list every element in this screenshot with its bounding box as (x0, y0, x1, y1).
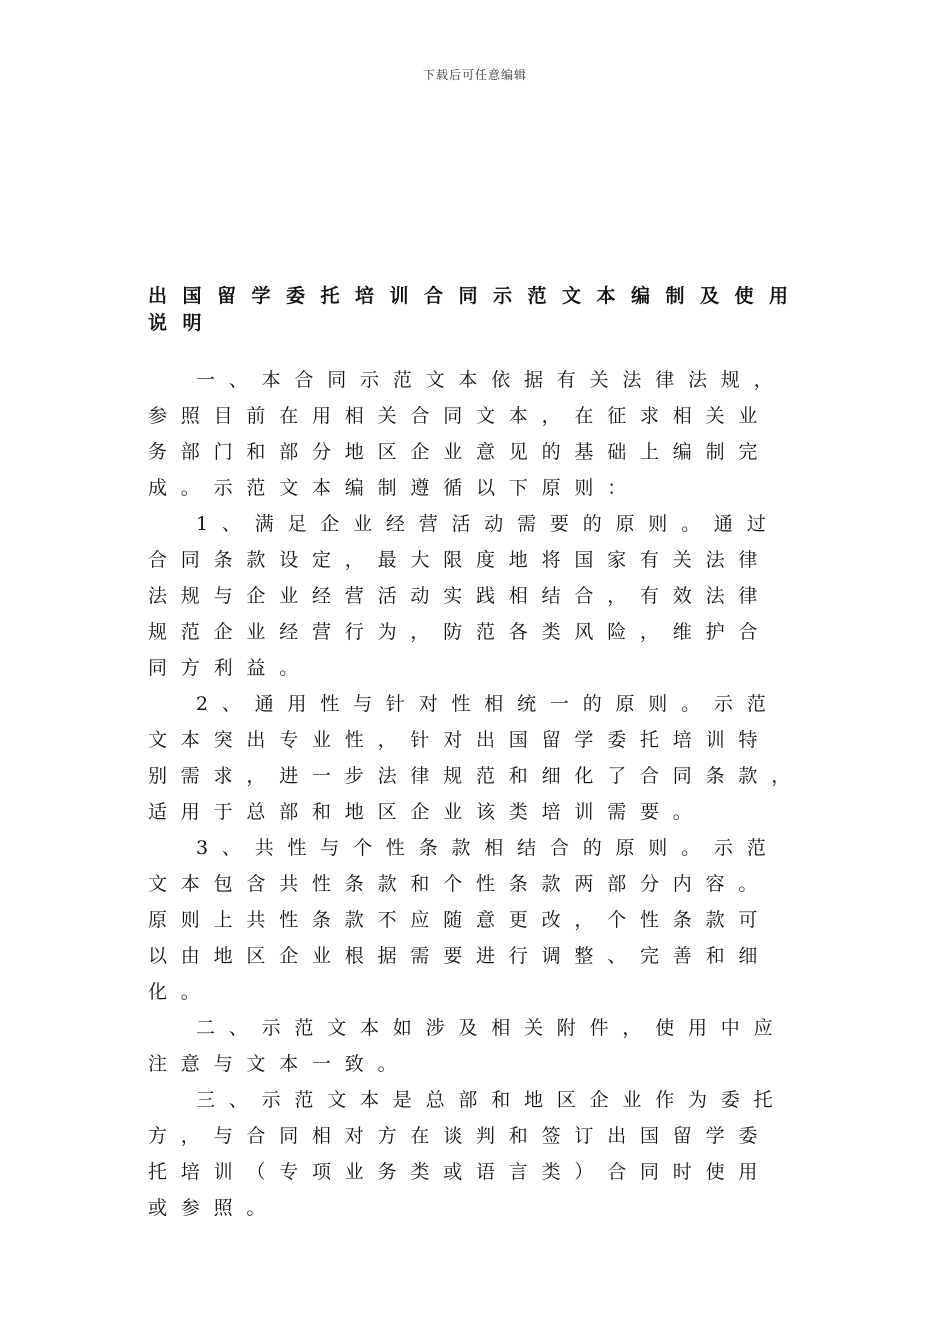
body-line: 或参照。 (148, 1197, 280, 1219)
body-line: 文本包含共性条款和个性条款两部分内容。 (148, 873, 772, 895)
body-line: 原则上共性条款不应随意更改，个性条款可 (148, 909, 772, 931)
body-line: 化。 (148, 981, 214, 1003)
body-line: 参照目前在用相关合同文本，在征求相关业 (148, 405, 772, 427)
body-line: 二、示范文本如涉及相关附件，使用中应 (196, 1017, 787, 1039)
body-line: 规范企业经营行为，防范各类风险，维护合 (148, 621, 772, 643)
body-line: 方，与合同相对方在谈判和签订出国留学委 (148, 1125, 772, 1147)
body-line: 文本突出专业性，针对出国留学委托培训特 (148, 729, 772, 751)
title-line: 出国留学委托培训合同示范文本编制及使用 (148, 285, 804, 307)
body-line: 适用于总部和地区企业该类培训需要。 (148, 801, 706, 823)
body-line: 别需求，进一步法律规范和细化了合同条款， (148, 765, 805, 787)
body-line: 成。示范文本编制遵循以下原则： (148, 477, 641, 499)
body-line: 1、满足企业经营活动需要的原则。通过 (196, 513, 780, 535)
header-note: 下载后可任意编辑 (422, 68, 527, 82)
body-line: 一、本合同示范文本依据有关法律法规， (196, 369, 787, 391)
body-line: 3、共性与个性条款相结合的原则。示范 (196, 837, 780, 859)
document-body (148, 362, 808, 1226)
title-line: 说明 (148, 312, 218, 334)
body-line: 以由地区企业根据需要进行调整、完善和细 (148, 945, 772, 967)
body-line: 2、通用性与针对性相统一的原则。示范 (196, 693, 780, 715)
body-line: 法规与企业经营活动实践相结合，有效法律 (148, 585, 772, 607)
body-line: 同方利益。 (148, 657, 313, 679)
body-line: 合同条款设定，最大限度地将国家有关法律 (148, 549, 772, 571)
body-line: 务部门和部分地区企业意见的基础上编制完 (148, 441, 772, 463)
body-line: 托培训（专项业务类或语言类）合同时使用 (148, 1161, 772, 1183)
body-line: 三、示范文本是总部和地区企业作为委托 (196, 1089, 787, 1111)
document-title (148, 283, 808, 337)
body-line: 注意与文本一致。 (148, 1053, 411, 1075)
